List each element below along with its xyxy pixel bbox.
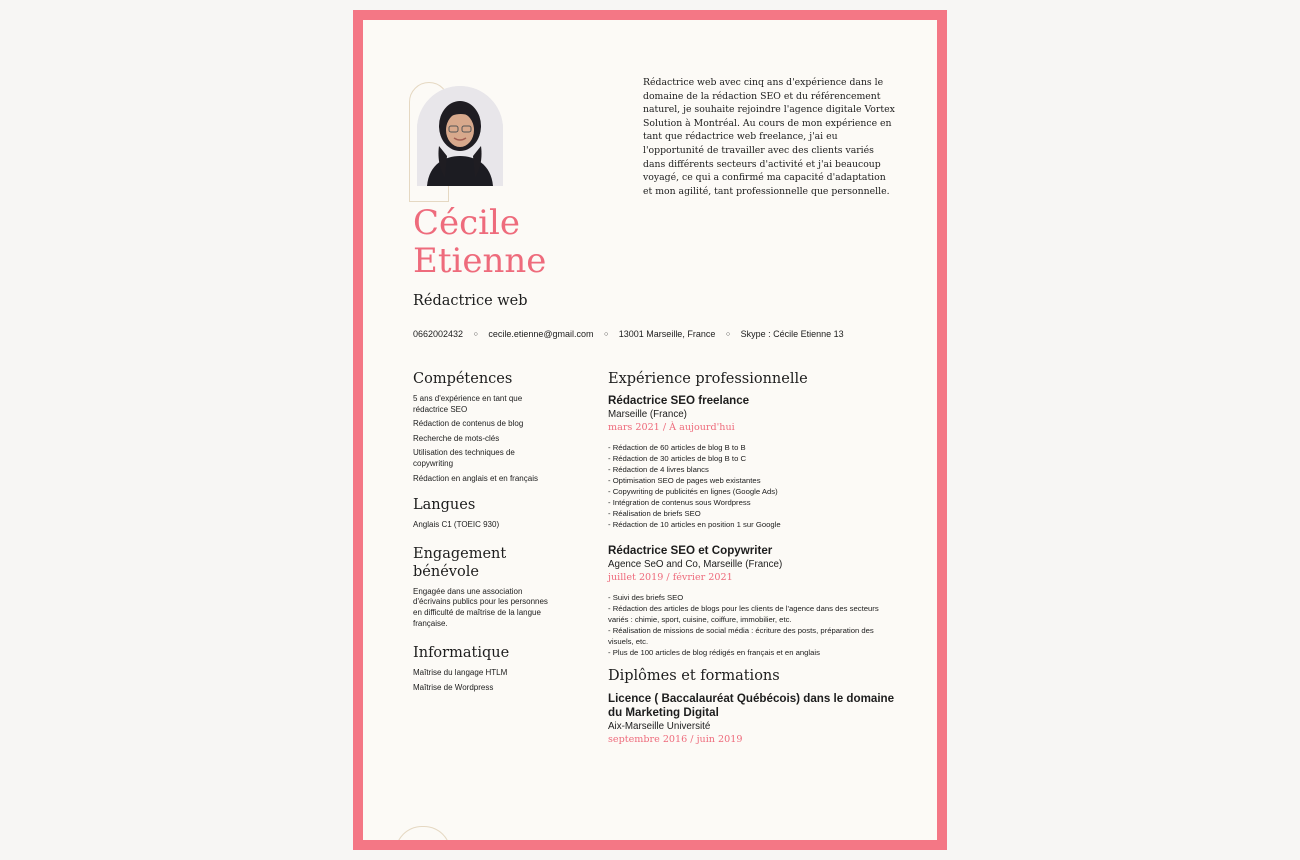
it-heading: Informatique [413,645,510,662]
education-dates: septembre 2016 / juin 2019 [608,734,743,745]
education-heading: Diplômes et formations [608,668,780,684]
job-entry-dates: mars 2021 / À aujourd'hui [608,422,735,433]
skype-handle: Skype : Cécile Etienne 13 [740,329,844,339]
job-bullet: - Copywriting de publicités en lignes (Google Ads) [608,487,778,496]
first-name: Cécile [413,203,521,243]
phone-number: 0662002432 [413,329,464,339]
degree-title: Licence ( Baccalauréat Québécois) dans le domaine du Marketing Digital [608,692,895,719]
job-entry-company: Marseille (France) [608,409,687,420]
it-list [413,668,548,693]
last-name: Etienne [413,241,547,281]
bullet-separator-icon: ○ [604,331,609,338]
job-bullet: - Rédaction de 4 livres blancs [608,465,709,474]
job-bullets [608,442,908,530]
job-entry-company: Agence SeO and Co, Marseille (France) [608,559,783,570]
profile-photo [417,86,503,186]
resume-page [363,20,937,840]
volunteer-description: Engagée dans une association d'écrivains publics pour les personnes en difficulté de maîtrise de la langue française. [413,586,548,628]
bullet-separator-icon: ○ [473,331,478,338]
right-column [608,370,908,746]
job-bullet: - Rédaction de 10 articles en position 1 sur Google [608,520,781,529]
left-column [413,370,548,697]
contact-line [413,329,933,339]
education-entry [608,692,908,746]
job-entry-dates: juillet 2019 / février 2021 [608,572,733,583]
job-entry-title: Rédactrice SEO freelance [608,394,750,407]
job-bullet: - Réalisation de missions de social média : écriture des posts, préparation des visuels, etc. [608,626,874,646]
languages-heading: Langues [413,497,476,514]
job-entry [608,394,908,530]
job-bullet: - Plus de 100 articles de blog rédigés en français et en anglais [608,648,820,657]
job-bullet: - Rédaction de 60 articles de blog B to B [608,443,746,452]
job-bullets [608,592,894,658]
job-bullet: - Intégration de contenus sous Wordpress [608,498,751,507]
profile-summary: Rédactrice web avec cinq ans d'expérience dans le domaine de la rédaction SEO et du référencement naturel, je souhaite rejoindre l'agence digitale Vortex Solution à Montréal. Au cours de mon expérience en tant que rédactrice web freelance, j'ai eu l'opportunité de travailler avec des clients variés dans différents secteurs d'activité et j'ai beaucoup voyagé, ce qui a confirmé ma capacité d'adaptation et mon agilité, tant professionnelle que personnelle. [643,77,895,197]
job-bullet: - Rédaction des articles de blogs pour les clients de l'agence dans des secteurs variés : chimie, sport, cuisine, coiffure, immobilier, etc. [608,604,879,624]
job-bullet: - Optimisation SEO de pages web existantes [608,476,761,485]
postal-address: 13001 Marseille, France [618,329,716,339]
skills-list [413,394,548,484]
skill-item: Utilisation des techniques de copywriting [413,448,515,468]
experience-heading: Expérience professionnelle [608,371,808,387]
skill-item: Recherche de mots-clés [413,433,500,443]
skill-item: 5 ans d'expérience en tant que rédactrice SEO [413,394,523,414]
bullet-separator-icon: ○ [725,331,731,338]
job-entry-title: Rédactrice SEO et Copywriter [608,544,773,557]
it-item: Maîtrise du langage HTLM [413,668,508,678]
language-item: Anglais C1 (TOEIC 930) [413,520,500,530]
job-entry [608,544,908,658]
resume-frame [353,10,947,850]
candidate-name [413,204,673,280]
it-item: Maîtrise de Wordpress [413,682,494,692]
job-bullet: - Rédaction de 30 articles de blog B to C [608,454,747,463]
skill-item: Rédaction de contenus de blog [413,419,524,429]
job-bullet: - Suivi des briefs SEO [608,593,684,602]
job-bullet: - Réalisation de briefs SEO [608,509,701,518]
email-address: cecile.etienne@gmail.com [488,329,594,339]
school-name: Aix-Marseille Université [608,721,711,732]
skill-item: Rédaction en anglais et en français [413,473,538,483]
job-title: Rédactrice web [413,293,528,309]
volunteer-heading: Engagement bénévole [413,545,507,580]
skills-heading: Compétences [413,371,513,387]
decorative-arch-bottom [395,826,451,840]
